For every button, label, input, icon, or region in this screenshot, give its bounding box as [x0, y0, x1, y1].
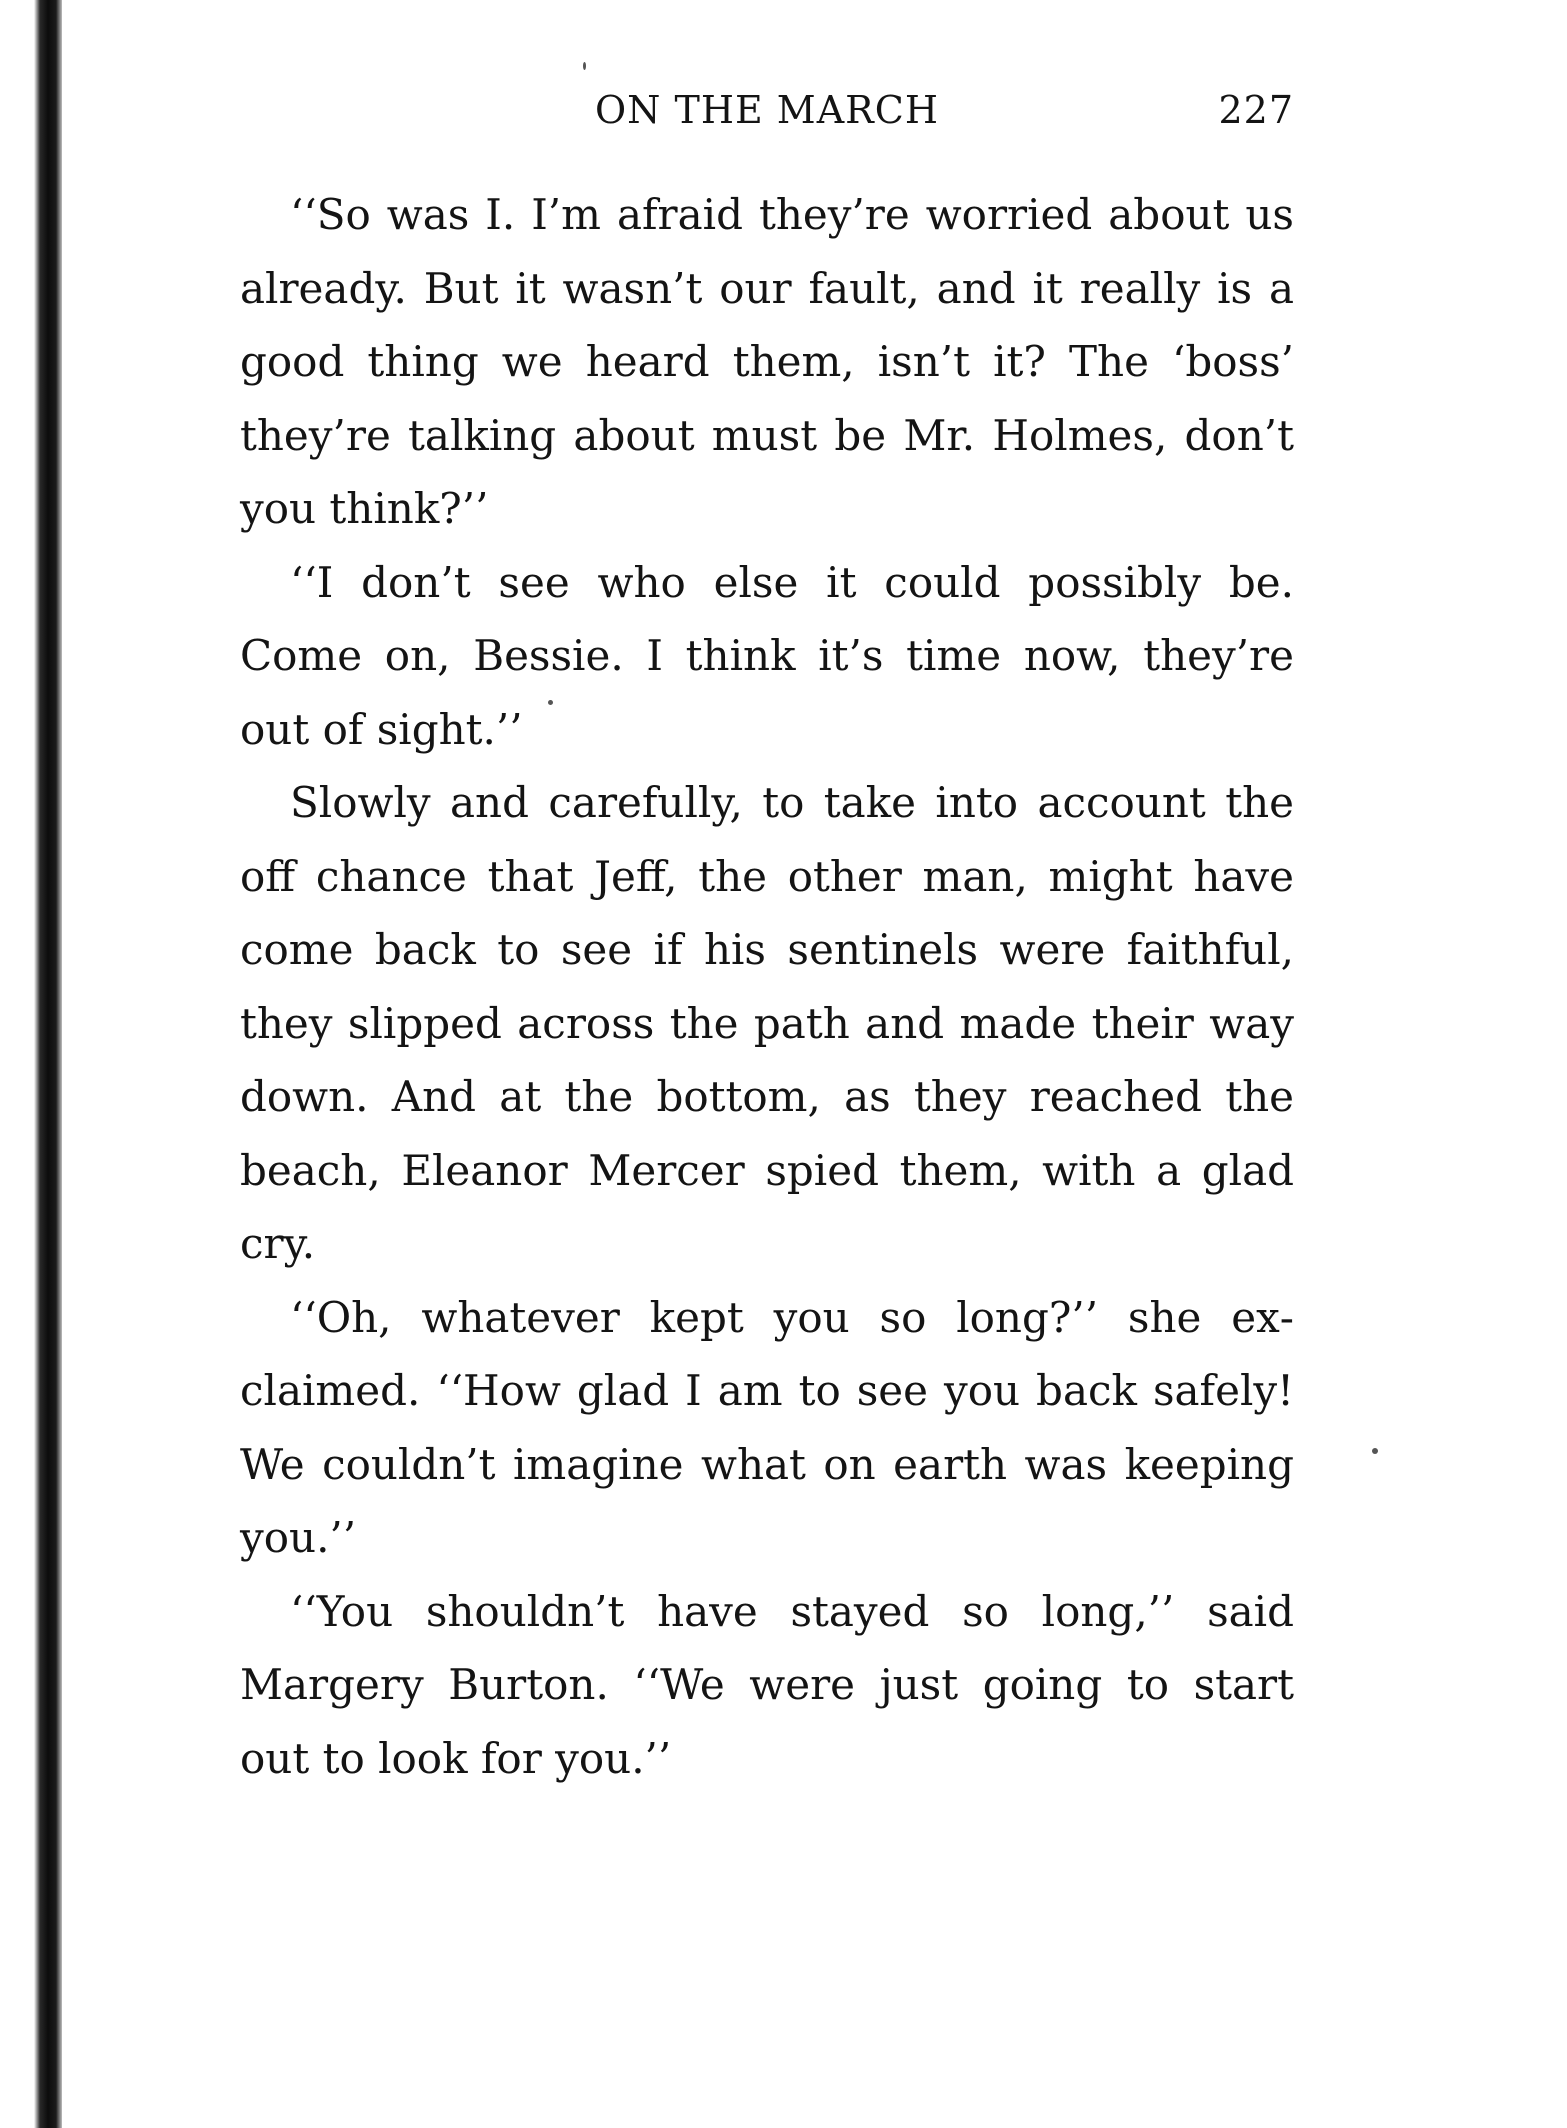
book-page	[240, 80, 1294, 1795]
paragraph-2: ‘‘I don’t see who else it could possibly be. Come on, Bessie. I think it’s time now, they’re out of sight.’’	[240, 557, 1294, 754]
paragraph-1: ‘‘So was I. I’m afraid they’re worried about us already. But it wasn’t our fault, and it really is a good thing we heard them, isn’t it? The ‘boss’ they’re talking about must be Mr. Holmes, don’t you think?’’	[240, 190, 1294, 533]
ink-speck	[583, 62, 586, 70]
body-text	[240, 178, 1294, 1795]
page-number: 227	[1218, 88, 1294, 132]
paragraph-4: ‘‘Oh, whatever kept you so long?’’ she exclaimed. ‘‘How glad I am to see you back safely! We couldn’t imagine what on earth was keeping you.’’	[240, 1292, 1294, 1562]
ink-speck	[548, 700, 553, 705]
paragraph-5: ‘‘You shouldn’t have stayed so long,’’ said Margery Burton. ‘‘We were just going to start out to look for you.’’	[240, 1586, 1294, 1783]
page-binding-shadow	[0, 0, 62, 2128]
ink-speck	[1372, 1448, 1378, 1454]
running-header	[240, 80, 1294, 160]
running-title: ON THE MARCH	[595, 88, 939, 132]
paragraph-3: Slowly and carefully, to take into account the off chance that Jeff, the other man, might have come back to see if his sentinels were faithful, they slipped across the path and made their way down. And at the bottom, as they reached the beach, Eleanor Mercer spied them, with a glad cry.	[240, 778, 1294, 1268]
